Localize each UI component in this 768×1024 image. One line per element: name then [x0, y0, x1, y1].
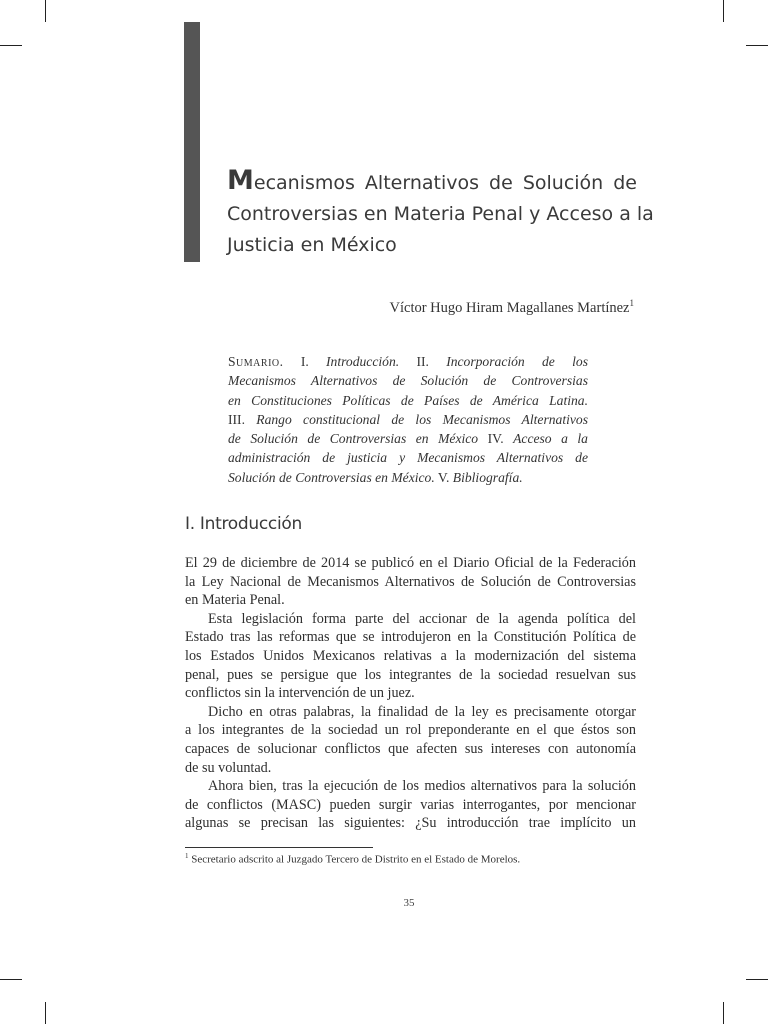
body-line: capaces de solucionar conflictos que afecten sus intereses con autonomía — [185, 740, 636, 757]
summary-line: Solución de Controversias en México. V. Bibliografía. — [228, 469, 523, 485]
crop-mark — [723, 0, 724, 22]
crop-mark — [45, 1002, 46, 1024]
body-line: conflictos sin la intervención de un juez. — [185, 685, 415, 702]
body-text — [185, 554, 636, 833]
title-line: Justicia en México — [227, 234, 397, 256]
body-line: penal, pues se persigue que los integrantes de la sociedad resuelvan sus — [185, 666, 636, 683]
body-line: los Estados Unidos Mexicanos relativas a la modernización del sistema — [185, 647, 636, 664]
crop-mark — [723, 1002, 724, 1024]
crop-mark — [0, 979, 22, 980]
summary-label: Sumario. — [228, 354, 284, 369]
summary-line: de Solución de Controversias en México IV. Acceso a la — [228, 431, 588, 447]
body-line: Esta legislación forma parte del accionar de la agenda política del — [208, 610, 636, 627]
page-number: 35 — [403, 897, 415, 909]
body-line: de su voluntad. — [185, 759, 272, 776]
title-initial: M — [227, 165, 254, 196]
article-title — [227, 165, 654, 261]
body-line: a los integrantes de la sociedad un rol preponderante en el que éstos son — [185, 722, 636, 739]
author-name: Víctor Hugo Hiram Magallanes Martínez$^1$ — [389, 298, 634, 316]
body-line: Ahora bien, tras la ejecución de los medios alternativos para la solución — [208, 778, 636, 795]
summary-line: en Constituciones Políticas de Países de América Latina. — [228, 392, 588, 408]
crop-mark — [0, 45, 22, 46]
summary-line: III. Rango constitucional de los Mecanismos Alternativos — [228, 411, 588, 427]
title-line: Mecanismos Alternativos de Solución de — [227, 165, 637, 196]
body-line: algunas se precisan las siguientes: ¿Su introducción trae implícito un — [185, 815, 636, 832]
summary-line: administración de justicia y Mecanismos Alternativos de — [228, 450, 588, 466]
crop-mark — [746, 45, 768, 46]
crop-mark — [746, 979, 768, 980]
title-accent-bar — [184, 22, 200, 262]
body-line: Estado tras las reformas que se introdujeron en la Constitución Política de — [185, 629, 636, 646]
footnote-ref[interactable]: 1 — [629, 298, 634, 308]
section-heading: I. Introducción — [185, 514, 302, 534]
footnote: $^1$ Secretario adscrito al Juzgado Tercero de Distrito en el Estado de Morelos. — [185, 852, 521, 866]
body-line: la Ley Nacional de Mecanismos Alternativos de Solución de Controversias — [185, 573, 636, 590]
body-line: Dicho en otras palabras, la finalidad de la ley es precisamente otorgar — [208, 703, 636, 720]
summary — [228, 352, 588, 487]
summary-line: Sumario. I. Introducción. II. Incorporación de los — [228, 354, 588, 369]
summary-line: Mecanismos Alternativos de Solución de Controversias — [228, 373, 588, 389]
footnote-mark: 1 — [185, 852, 189, 860]
crop-mark — [45, 0, 46, 22]
body-line: El 29 de diciembre de 2014 se publicó en el Diario Oficial de la Federación — [185, 555, 636, 571]
body-line: de conflictos (MASC) pueden surgir varias interrogantes, por mencionar — [185, 796, 636, 813]
title-line: Controversias en Materia Penal y Acceso a la — [227, 203, 654, 225]
footnote-divider — [185, 847, 373, 848]
body-line: en Materia Penal. — [185, 592, 285, 609]
